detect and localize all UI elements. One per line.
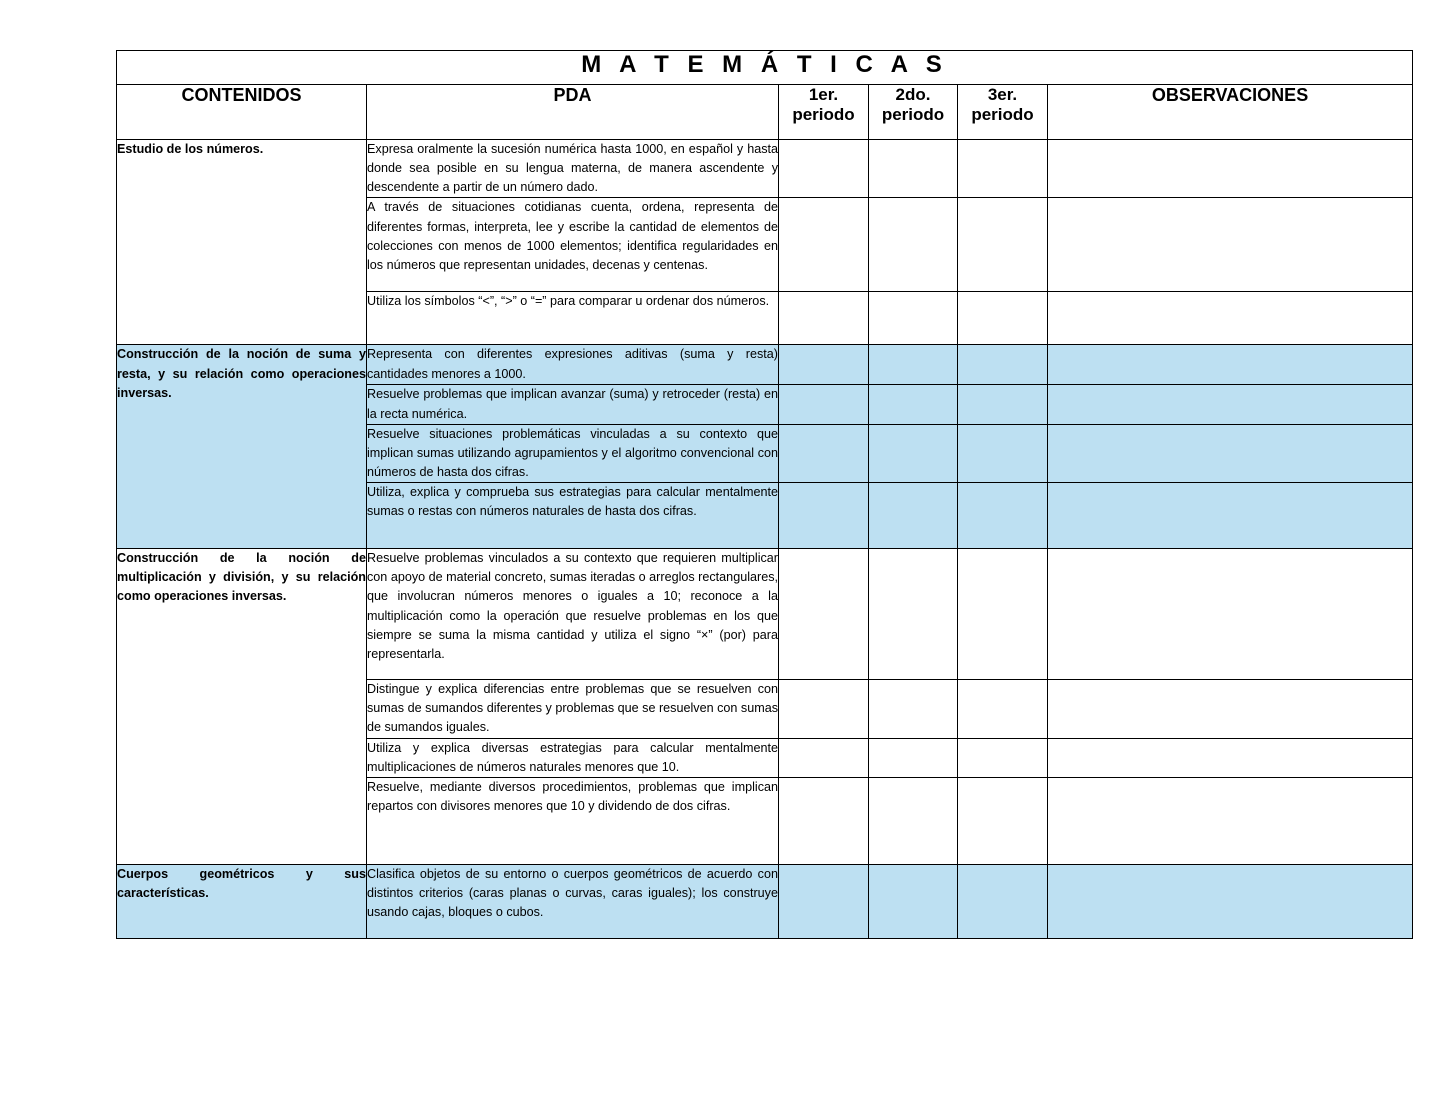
periodo-2-cell[interactable]: [869, 140, 958, 198]
periodo-2-cell[interactable]: [869, 680, 958, 738]
column-header-periodo-2-line2: periodo: [881, 105, 945, 125]
pda-cell: Utiliza los símbolos “<”, “>” o “=” para comparar u ordenar dos números.: [367, 292, 779, 345]
periodo-1-cell[interactable]: [779, 385, 869, 424]
observaciones-cell[interactable]: [1048, 385, 1413, 424]
pda-cell: Resuelve, mediante diversos procedimientos, problemas que implican repartos con divisores menores que 10 y dividendo de dos cifras.: [367, 777, 779, 864]
observaciones-cell[interactable]: [1048, 680, 1413, 738]
observaciones-cell[interactable]: [1048, 483, 1413, 549]
periodo-3-cell[interactable]: [958, 198, 1048, 292]
page-title: M A T E M Á T I C A S: [117, 51, 1413, 85]
periodo-2-cell[interactable]: [869, 385, 958, 424]
periodo-2-cell[interactable]: [869, 345, 958, 385]
periodo-1-cell[interactable]: [779, 140, 869, 198]
observaciones-cell[interactable]: [1048, 549, 1413, 680]
periodo-2-cell[interactable]: [869, 424, 958, 482]
periodo-3-cell[interactable]: [958, 140, 1048, 198]
periodo-3-cell[interactable]: [958, 424, 1048, 482]
periodo-2-cell[interactable]: [869, 777, 958, 864]
pda-cell: Resuelve problemas vinculados a su contexto que requieren multiplicar con apoyo de material concreto, sumas iteradas o arreglos rectangulares, que involucran números menores o iguales a 10; reconoce a la multiplicación como la operación que resuelve problemas en los que siempre se suma la misma cantidad y utiliza el signo “×” (por) para representarla.: [367, 549, 779, 680]
observaciones-cell[interactable]: [1048, 777, 1413, 864]
periodo-1-cell[interactable]: [779, 483, 869, 549]
table-row: [117, 140, 1413, 198]
periodo-3-cell[interactable]: [958, 777, 1048, 864]
table-row: [117, 864, 1413, 938]
column-header-periodo-1-line1: 1er.: [808, 85, 839, 104]
column-header-periodo-3-line1: 3er.: [987, 85, 1018, 104]
observaciones-cell[interactable]: [1048, 140, 1413, 198]
pda-cell: Expresa oralmente la sucesión numérica hasta 1000, en español y hasta donde sea posible en su lengua materna, de manera ascendente y descendente a partir de un número dado.: [367, 140, 779, 198]
contenido-cell: Estudio de los números.: [117, 140, 367, 345]
periodo-1-cell[interactable]: [779, 864, 869, 938]
pda-cell: Resuelve problemas que implican avanzar (suma) y retroceder (resta) en la recta numérica.: [367, 385, 779, 424]
column-header-contenidos: CONTENIDOS: [117, 85, 367, 140]
periodo-1-cell[interactable]: [779, 549, 869, 680]
pda-cell: Utiliza, explica y comprueba sus estrategias para calcular mentalmente sumas o restas con números naturales de hasta dos cifras.: [367, 483, 779, 549]
column-header-periodo-1: [779, 85, 869, 140]
periodo-3-cell[interactable]: [958, 549, 1048, 680]
periodo-3-cell[interactable]: [958, 385, 1048, 424]
column-header-pda: PDA: [367, 85, 779, 140]
periodo-1-cell[interactable]: [779, 292, 869, 345]
pda-cell: Utiliza y explica diversas estrategias para calcular mentalmente multiplicaciones de números naturales menores que 10.: [367, 738, 779, 777]
observaciones-cell[interactable]: [1048, 198, 1413, 292]
periodo-1-cell[interactable]: [779, 680, 869, 738]
periodo-3-cell[interactable]: [958, 483, 1048, 549]
column-header-row: [117, 85, 1413, 140]
column-header-periodo-3: [958, 85, 1048, 140]
periodo-2-cell[interactable]: [869, 483, 958, 549]
contenido-cell: Cuerpos geométricos y sus características.: [117, 864, 367, 938]
periodo-1-cell[interactable]: [779, 198, 869, 292]
column-header-periodo-3-line2: periodo: [971, 105, 1034, 125]
contenido-cell: Construcción de la noción de multiplicación y división, y su relación como operaciones inversas.: [117, 549, 367, 865]
periodo-3-cell[interactable]: [958, 345, 1048, 385]
periodo-2-cell[interactable]: [869, 292, 958, 345]
pda-cell: Resuelve situaciones problemáticas vinculadas a su contexto que implican sumas utilizando agrupamientos y el algoritmo convencional con números de hasta dos cifras.: [367, 424, 779, 482]
periodo-2-cell[interactable]: [869, 738, 958, 777]
column-header-periodo-2: [869, 85, 958, 140]
planning-table-container: [116, 50, 1412, 939]
periodo-2-cell[interactable]: [869, 198, 958, 292]
observaciones-cell[interactable]: [1048, 424, 1413, 482]
periodo-2-cell[interactable]: [869, 864, 958, 938]
pda-cell: A través de situaciones cotidianas cuenta, ordena, representa de diferentes formas, interpreta, lee y escribe la cantidad de elementos de colecciones con menos de 1000 elementos; identifica regularidades en los números que representan unidades, decenas y centenas.: [367, 198, 779, 292]
pda-cell: Representa con diferentes expresiones aditivas (suma y resta) cantidades menores a 1000.: [367, 345, 779, 385]
periodo-3-cell[interactable]: [958, 738, 1048, 777]
table-row: [117, 345, 1413, 385]
subject-planning-table: [116, 50, 1413, 939]
column-header-observaciones: OBSERVACIONES: [1048, 85, 1413, 140]
periodo-1-cell[interactable]: [779, 777, 869, 864]
periodo-3-cell[interactable]: [958, 864, 1048, 938]
title-row: [117, 51, 1413, 85]
periodo-1-cell[interactable]: [779, 738, 869, 777]
periodo-3-cell[interactable]: [958, 292, 1048, 345]
periodo-1-cell[interactable]: [779, 424, 869, 482]
column-header-periodo-2-line1: 2do.: [895, 85, 931, 104]
pda-cell: Distingue y explica diferencias entre problemas que se resuelven con sumas de sumandos diferentes y problemas que se resuelven con sumas de sumandos iguales.: [367, 680, 779, 738]
observaciones-cell[interactable]: [1048, 738, 1413, 777]
table-row: [117, 549, 1413, 680]
periodo-3-cell[interactable]: [958, 680, 1048, 738]
pda-cell: Clasifica objetos de su entorno o cuerpos geométricos de acuerdo con distintos criterios (caras planas o curvas, caras iguales); los construye usando cajas, bloques o cubos.: [367, 864, 779, 938]
periodo-2-cell[interactable]: [869, 549, 958, 680]
observaciones-cell[interactable]: [1048, 864, 1413, 938]
column-header-periodo-1-line2: periodo: [792, 105, 855, 125]
observaciones-cell[interactable]: [1048, 345, 1413, 385]
observaciones-cell[interactable]: [1048, 292, 1413, 345]
periodo-1-cell[interactable]: [779, 345, 869, 385]
contenido-cell: Construcción de la noción de suma y resta, y su relación como operaciones inversas.: [117, 345, 367, 549]
